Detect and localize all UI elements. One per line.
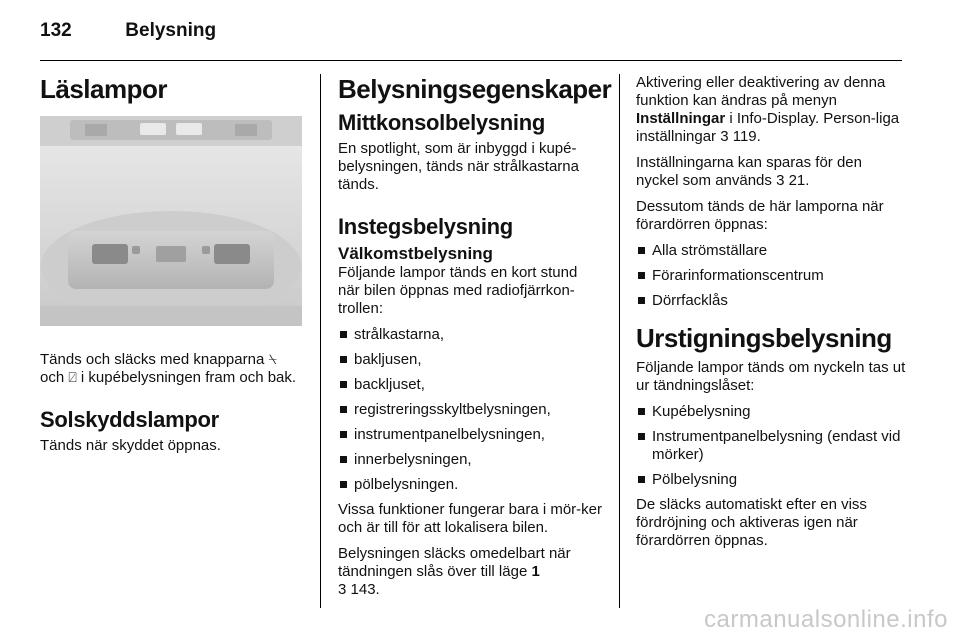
list-item: Alla strömställare	[636, 242, 906, 260]
page-reference: 3 143.	[338, 581, 380, 598]
paragraph-knapparna: Tänds och släcks med knapparna ⍀ och ⍁ i kupébelysningen fram och bak.	[40, 351, 297, 386]
heading-urstigningsbelysning: Urstigningsbelysning	[636, 323, 892, 353]
list-item: instrumentpanelbelysningen,	[338, 426, 603, 444]
paragraph-aktivering: Aktivering eller deaktivering av denna funktion kan ändras på menyn Inställningar i Info-Display. Person-liga inställningar 3 119.	[636, 74, 900, 145]
list-item: registreringsskyltbelysningen,	[338, 401, 603, 419]
column-3	[636, 74, 906, 558]
list-item: Dörrfacklås	[636, 292, 906, 310]
chapter-title: Belysning	[125, 20, 217, 41]
reading-lamp-photo	[40, 116, 302, 326]
paragraph-spotlight: En spotlight, som är inbyggd i kupé-belysningen, tänds när strålkastarna tänds.	[338, 140, 579, 193]
list-valkomst	[338, 326, 603, 494]
list-urstigning	[636, 403, 906, 489]
column-divider-2	[619, 74, 620, 608]
paragraph-solskydd: Tänds när skyddet öppnas.	[40, 437, 221, 454]
paragraph-foljande: Följande lampor tänds en kort stund när bilen öppnas med radiofjärrkon-trollen:	[338, 264, 578, 317]
heading-instegsbelysning: Instegsbelysning	[338, 214, 513, 239]
heading-valkomstbelysning: Välkomstbelysning	[338, 244, 493, 263]
list-item: Kupébelysning	[636, 403, 906, 421]
list-item: Förarinformationscentrum	[636, 267, 906, 285]
list-item: Pölbelysning	[636, 471, 906, 489]
heading-belysningsegenskaper: Belysningsegenskaper	[338, 74, 612, 104]
list-item: backljuset,	[338, 376, 603, 394]
column-divider-1	[320, 74, 321, 608]
paragraph-sparas: Inställningarna kan sparas för den nyckel som används 3 21.	[636, 154, 862, 189]
page-number: 132	[40, 20, 72, 41]
list-item: strålkastarna,	[338, 326, 603, 344]
list-item: pölbelysningen.	[338, 476, 603, 494]
watermark: carmanualsonline.info	[704, 606, 948, 633]
list-fordorr	[636, 242, 906, 310]
heading-laslampor: Läslampor	[40, 74, 167, 104]
paragraph-dessutom: Dessutom tänds de här lamporna när förardörren öppnas:	[636, 198, 884, 233]
paragraph-slacks: Belysningen släcks omedelbart när tändningen slås över till läge 1 3 143.	[338, 545, 571, 598]
heading-mittkonsolbelysning: Mittkonsolbelysning	[338, 110, 545, 135]
list-item: Instrumentpanelbelysning (endast vid mörker)	[636, 428, 906, 464]
paragraph-nyckeln: Följande lampor tänds om nyckeln tas ut ur tändningslåset:	[636, 359, 906, 394]
paragraph-fordrojning: De släcks automatiskt efter en viss fördröjning och aktiveras igen när förardörren öppnas.	[636, 496, 867, 549]
reading-lamp-icon: ⍀	[268, 352, 277, 368]
page-header	[40, 20, 216, 42]
list-item: bakljusen,	[338, 351, 603, 369]
column-1	[40, 74, 305, 463]
list-item: innerbelysningen,	[338, 451, 603, 469]
header-rule	[40, 60, 902, 61]
paragraph-vissa: Vissa funktioner fungerar bara i mör-ker och är till för att lokalisera bilen.	[338, 501, 603, 536]
heading-solskyddslampor: Solskyddslampor	[40, 407, 219, 432]
reading-lamp-passenger-icon: ⍁	[68, 370, 77, 386]
column-2	[338, 74, 612, 607]
